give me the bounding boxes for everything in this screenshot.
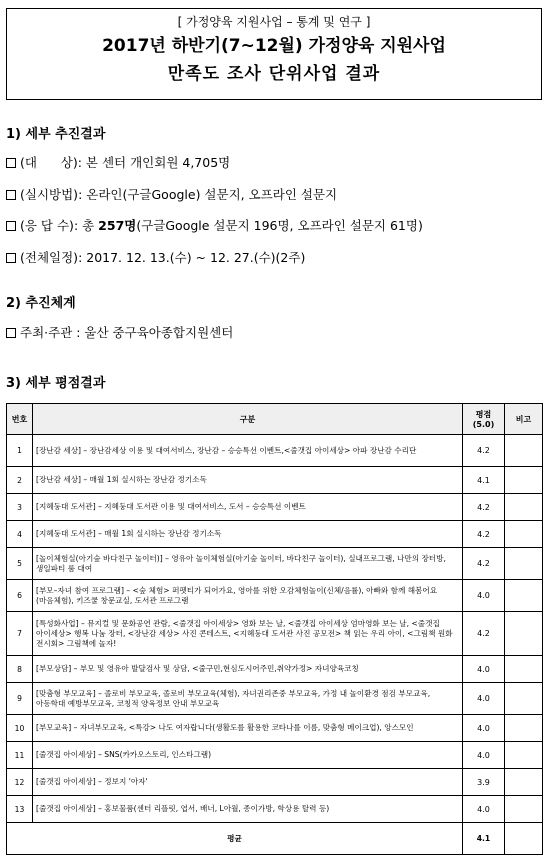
table-row xyxy=(7,769,543,796)
section2-heading: 2) 추진체계 xyxy=(6,296,76,311)
row-score: 4.2 xyxy=(463,494,505,521)
item-key: (응 답 수) xyxy=(20,218,74,233)
table-row xyxy=(7,494,543,521)
row-note xyxy=(505,521,543,548)
row-score: 4.2 xyxy=(463,548,505,580)
row-description: [줄갯집 아이세상] – 정보지 '아자' xyxy=(33,769,463,796)
table-row xyxy=(7,796,543,823)
item-value-bold: 257명 xyxy=(98,218,137,233)
item-value-suffix: (구글Google 설문지 196명, 오프라인 설문지 61명) xyxy=(136,218,423,233)
checkbox-square-icon xyxy=(6,158,16,168)
row-description: [부모상담] – 부모 및 영유아 발달검사 및 상담, <줄구민,현심도시어주민,취약가정> 자녀양육코칭 xyxy=(33,656,463,683)
row-note xyxy=(505,580,543,612)
row-number: 5 xyxy=(7,548,33,580)
row-number: 6 xyxy=(7,580,33,612)
section1-item-responses xyxy=(6,216,423,234)
document-subtitle: [ 가정양육 지원사업 – 통계 및 연구 ] xyxy=(177,15,371,29)
row-description: [부모교육] – 자녀부모교육, <특강> 나도 여자랍니다(생활도를 활용한 코타나를 이름, 맞춤형 메이크업), 앙스모인 xyxy=(33,715,463,742)
item-key: (대 상) xyxy=(20,155,78,170)
row-score: 4.0 xyxy=(463,683,505,715)
table-row xyxy=(7,548,543,580)
checkbox-square-icon xyxy=(6,328,16,338)
row-score: 4.0 xyxy=(463,715,505,742)
row-description: [지혜둥대 도서관] – 매월 1회 실시하는 장난감 정기소독 xyxy=(33,521,463,548)
row-description: [지혜둥대 도서관] – 지혜둥대 도서관 이용 및 대여서비스, 도서 – 승승특선 이벤트 xyxy=(33,494,463,521)
item-key: (전체일정) xyxy=(20,250,79,265)
average-note xyxy=(505,823,543,855)
row-number: 10 xyxy=(7,715,33,742)
row-note xyxy=(505,683,543,715)
section2-item-organizer xyxy=(6,323,233,341)
document-title-line2: 만족도 조사 단위사업 결과 xyxy=(167,64,381,84)
header-note: 비고 xyxy=(505,404,543,435)
section1-item-schedule xyxy=(6,248,305,266)
row-note xyxy=(505,612,543,656)
row-description: [부모–자녀 참여 프로그램] – <숲 체험> 퍼펫티가 되어가요, 영아를 위한 오감체험놀이(신체/음률), 아빠와 함께 해봄어요(마음체험), 키즈쿨 창문교실, 도서관 프로그램 xyxy=(33,580,463,612)
row-description: [특성화사업] – 뮤지컬 및 문화공연 관람, <줄갯집 아이세상> 영화 보는 날, <줄갯집 아이세상 엄마영화 보는 날, <줄갯집 아이세상> 행복 나눔 장터, <장난감 세상> 사진 콘테스트, <지혜둥대 도서관 사진 공모전> 책 읽는 우리 아이, <그림책 원화 전시회> 그림책에 놀자! xyxy=(33,612,463,656)
row-score: 3.9 xyxy=(463,769,505,796)
evaluation-table xyxy=(6,403,543,855)
section1-item-target xyxy=(6,153,230,171)
row-number: 2 xyxy=(7,467,33,494)
checkbox-square-icon xyxy=(6,253,16,263)
average-score: 4.1 xyxy=(463,823,505,855)
row-note xyxy=(505,656,543,683)
row-score: 4.0 xyxy=(463,742,505,769)
row-note xyxy=(505,796,543,823)
row-number: 9 xyxy=(7,683,33,715)
table-row xyxy=(7,467,543,494)
row-score: 4.2 xyxy=(463,435,505,467)
item-value: : 온라인(구글Google) 설문지, 오프라인 설문지 xyxy=(78,187,338,202)
row-description: [줄갯집 아이세상] – 홍보물품(센터 리플릿, 엽서, 배너, L아월, 종이가방, 학상용 탈력 등) xyxy=(33,796,463,823)
row-number: 3 xyxy=(7,494,33,521)
header-number: 번호 xyxy=(7,404,33,435)
row-description: [놀이체험실(아기숲 바다친구 놀이터)] – 영유아 놀이체험실(아기숲 놀이터, 바다친구 놀이터), 실내프로그램, 나만의 장터방, 생일파티 룸 대여 xyxy=(33,548,463,580)
table-row xyxy=(7,612,543,656)
row-note xyxy=(505,435,543,467)
row-number: 11 xyxy=(7,742,33,769)
checkbox-square-icon xyxy=(6,190,16,200)
row-number: 13 xyxy=(7,796,33,823)
table-row xyxy=(7,656,543,683)
item-key: (실시방법) xyxy=(20,187,79,202)
row-number: 4 xyxy=(7,521,33,548)
table-row xyxy=(7,580,543,612)
row-score: 4.2 xyxy=(463,612,505,656)
row-description: [장난감 세상] – 장난감세상 이용 및 대여서비스, 장난감 – 승승특선 이벤트,<줄갯집 아이세상> 아파 장난감 수리단 xyxy=(33,435,463,467)
table-row xyxy=(7,683,543,715)
table-row xyxy=(7,715,543,742)
row-note xyxy=(505,548,543,580)
row-note xyxy=(505,494,543,521)
row-number: 8 xyxy=(7,656,33,683)
row-score: 4.2 xyxy=(463,521,505,548)
table-row xyxy=(7,521,543,548)
row-score: 4.0 xyxy=(463,580,505,612)
header-category: 구분 xyxy=(33,404,463,435)
row-number: 1 xyxy=(7,435,33,467)
row-number: 7 xyxy=(7,612,33,656)
row-score: 4.0 xyxy=(463,796,505,823)
checkbox-square-icon xyxy=(6,221,16,231)
row-score: 4.1 xyxy=(463,467,505,494)
row-note xyxy=(505,715,543,742)
row-description: [맞춤형 부모교육] – 졸로비 부모교육, 졸로비 부모교육(체험), 자녀권리존중 부모교육, 가정 내 놀이환경 점검 부모교육, 아동학대 예방부모교육, 코칭적 양육정보 안내 부모교육 xyxy=(33,683,463,715)
item-value: : 본 센터 개인회원 4,705명 xyxy=(77,155,231,170)
row-note xyxy=(505,742,543,769)
row-description: [장난감 세상] – 매월 1회 실시하는 장난감 정기소독 xyxy=(33,467,463,494)
average-row xyxy=(7,823,543,855)
section1-heading: 1) 세부 추진결과 xyxy=(6,127,106,142)
row-note xyxy=(505,769,543,796)
row-description: [줄갯집 아이세상] – SNS(카카오스토리, 인스타그램) xyxy=(33,742,463,769)
item-value-prefix: : 총 xyxy=(73,218,99,233)
section3-heading: 3) 세부 평점결과 xyxy=(6,376,106,391)
table-row xyxy=(7,435,543,467)
table-row xyxy=(7,742,543,769)
title-box xyxy=(6,8,542,100)
item-text: 주최·주관 : 울산 중구육아종합지원센터 xyxy=(20,325,234,340)
section1-item-method xyxy=(6,185,337,203)
item-value: : 2017. 12. 13.(수) ~ 12. 27.(수)(2주) xyxy=(78,250,306,265)
row-note xyxy=(505,467,543,494)
average-label: 평균 xyxy=(7,823,463,855)
header-score: 평점(5.0) xyxy=(463,404,505,435)
document-title-line1: 2017년 하반기(7~12월) 가정양육 지원사업 xyxy=(102,36,446,56)
row-number: 12 xyxy=(7,769,33,796)
row-score: 4.0 xyxy=(463,656,505,683)
table-header-row xyxy=(7,404,543,435)
